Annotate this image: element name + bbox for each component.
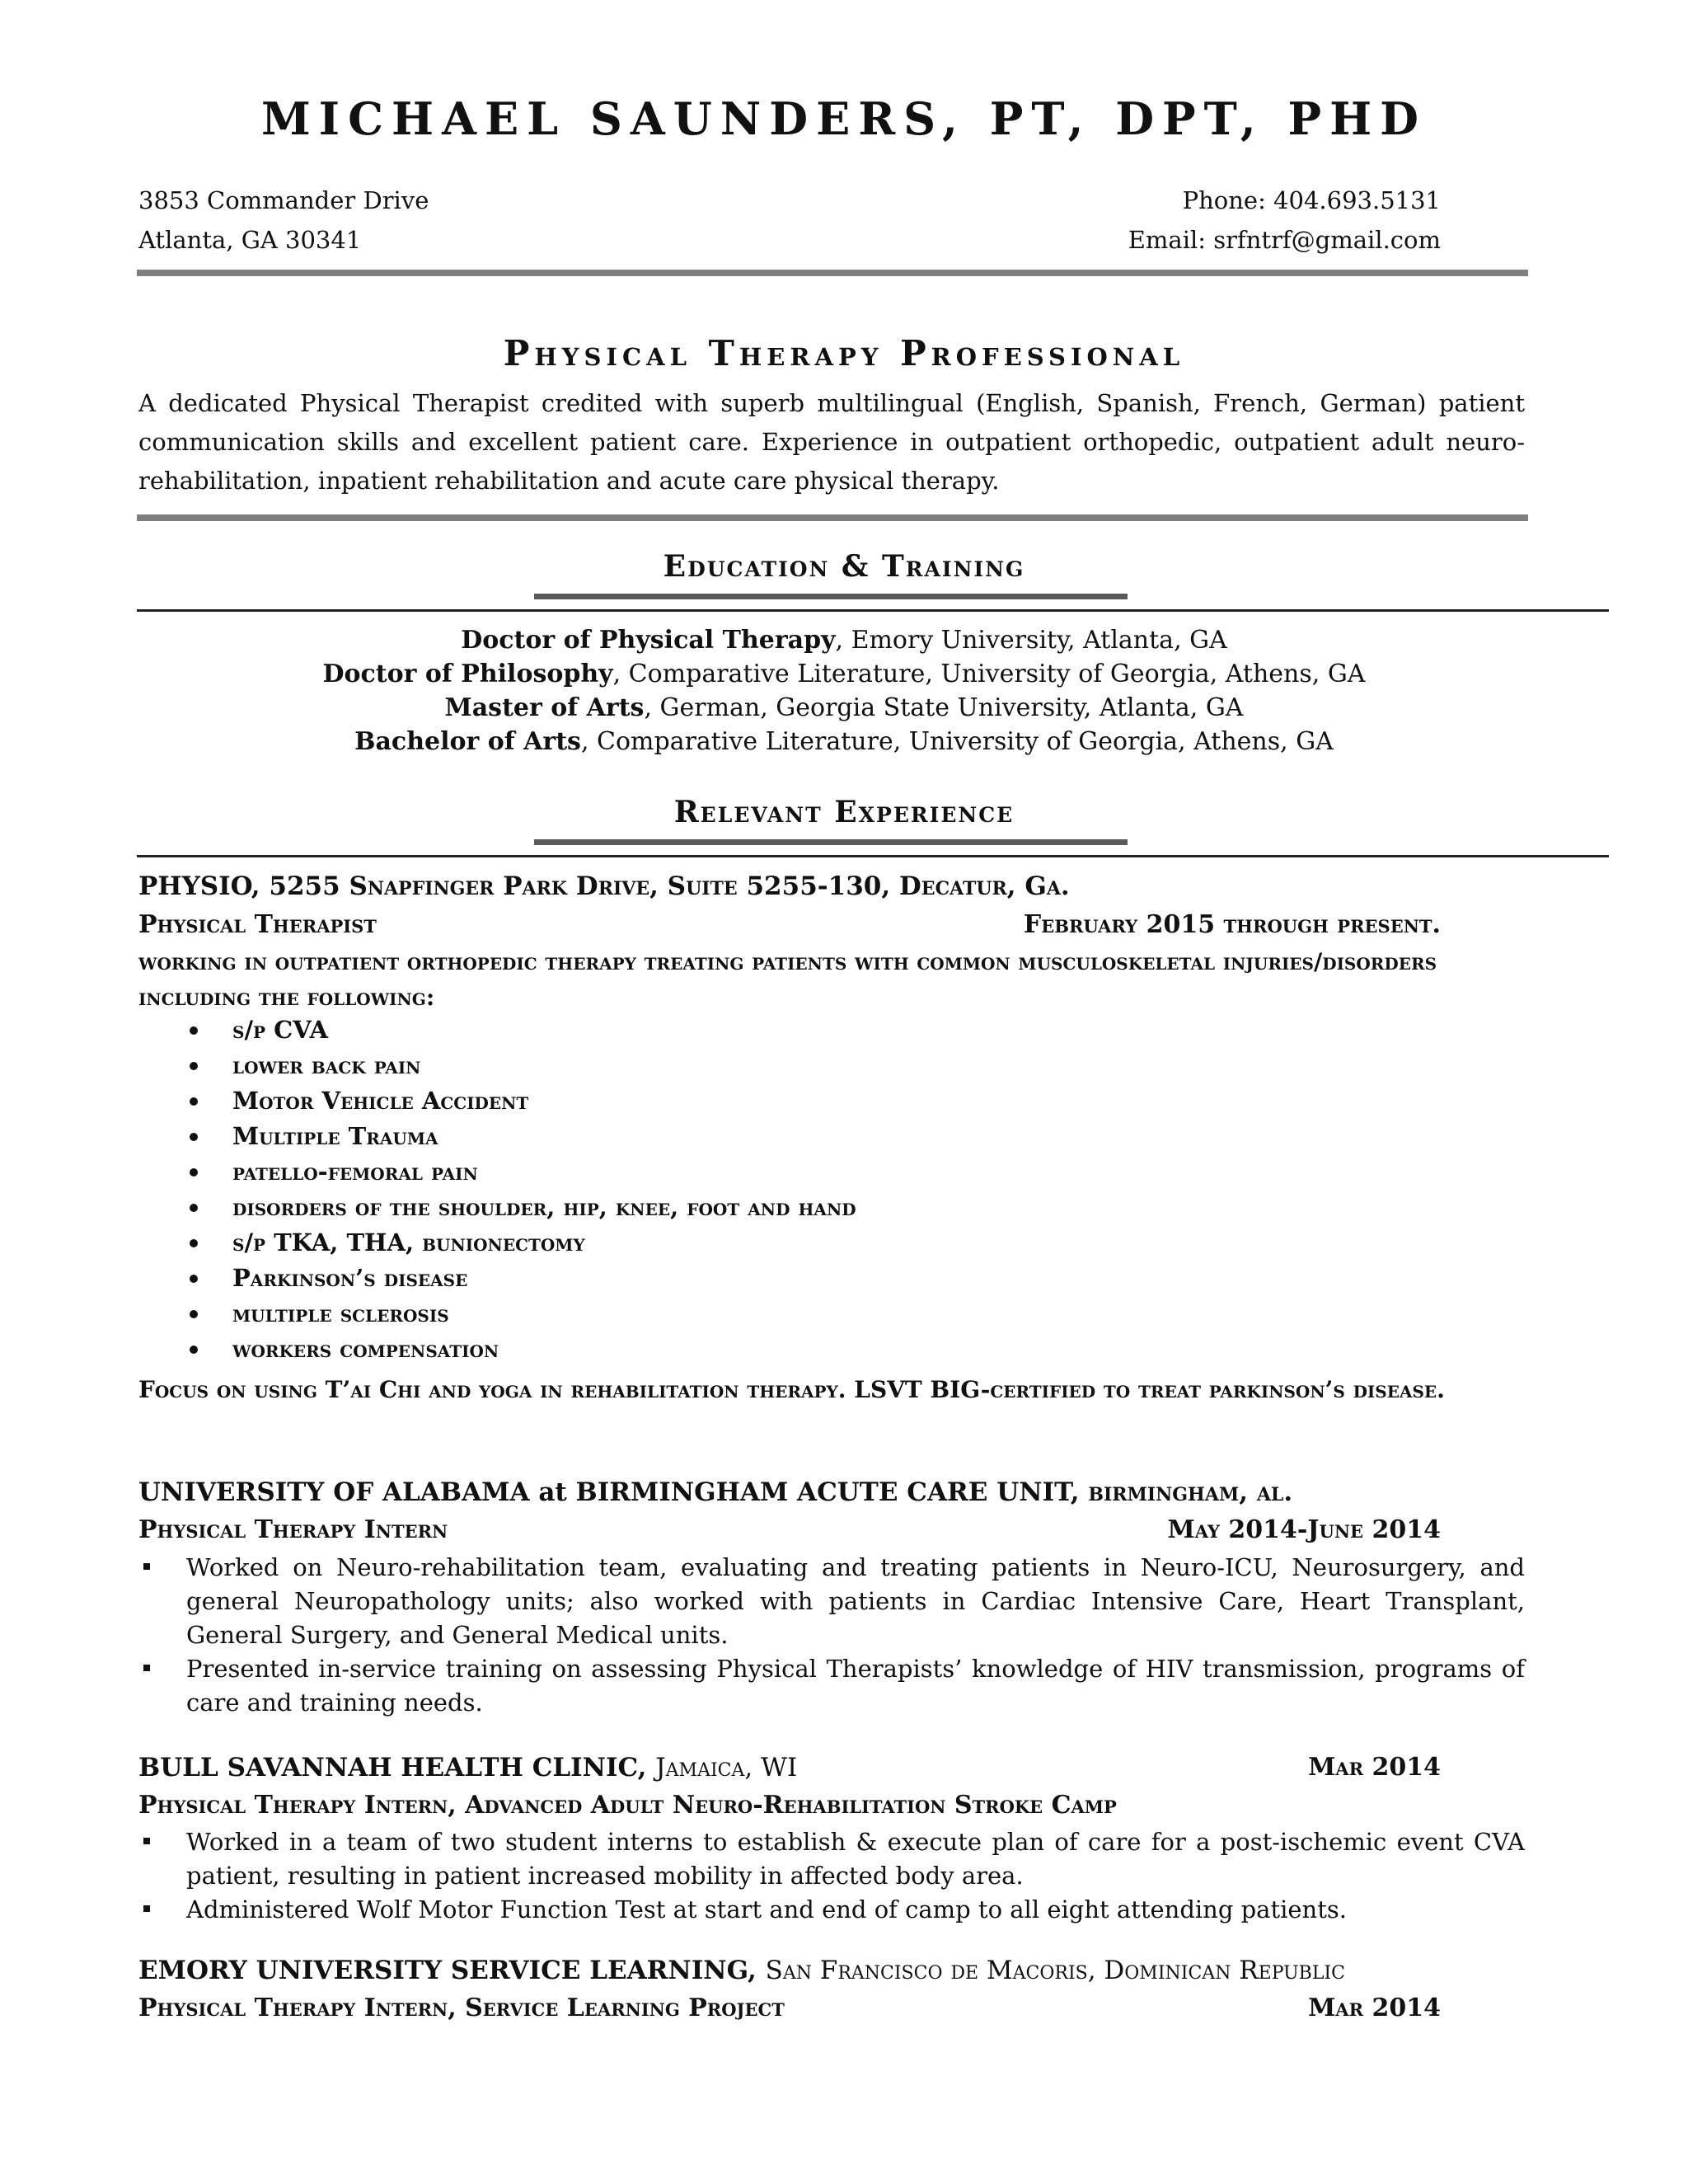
list-item: patello-femoral pain xyxy=(190,1154,856,1190)
education-item: Bachelor of Arts, Comparative Literature, University of Georgia, Athens, GA xyxy=(354,727,1334,756)
list-item: multiple sclerosis xyxy=(190,1296,856,1332)
job-dates: Mar 2014 xyxy=(1308,1753,1441,1782)
condition-list xyxy=(190,1012,856,1367)
job-focus: Focus on using T’ai Chi and yoga in rehabilitation therapy. LSVT BIG-certified to treat parkinson’s disease. xyxy=(138,1376,1445,1403)
profile-title: Physical Therapy Professional xyxy=(503,333,1185,373)
list-item: lower back pain xyxy=(190,1048,856,1083)
job-dates: Mar 2014 xyxy=(1308,1994,1441,2022)
list-item: Worked on Neuro-rehabilitation team, evaluating and treating patients in Neuro-ICU, Neurosurgery, and general Neuropathology units; also worked with patients in Cardiac Intensive Care, Heart Transplant, General Surgery, and General Medical units. xyxy=(138,1551,1525,1652)
job-dates: February 2015 through present. xyxy=(1023,910,1441,939)
email: Email: srfntrf@gmail.com xyxy=(1128,226,1441,254)
list-item: Multiple Trauma xyxy=(190,1119,856,1154)
job-employer: BULL SAVANNAH HEALTH CLINIC, Jamaica, WI xyxy=(138,1753,798,1782)
list-item: disorders of the shoulder, hip, knee, foot and hand xyxy=(190,1190,856,1225)
education-item: Doctor of Physical Therapy, Emory University, Atlanta, GA xyxy=(461,626,1227,655)
list-item: Parkinson’s disease xyxy=(190,1261,856,1296)
profile-summary: A dedicated Physical Therapist credited with superb multilingual (English, Spanish, French, German) patient communication skills and excellent patient care. Experience in outpatient orthopedic, outpatient adult neuro-rehabilitation, inpatient rehabilitation and acute care physical therapy. xyxy=(138,389,1525,495)
resume-name: MICHAEL SAUNDERS, PT, DPT, PHD xyxy=(261,92,1427,145)
list-item: workers compensation xyxy=(190,1332,856,1367)
address-line-1: 3853 Commander Drive xyxy=(138,186,429,214)
education-item: Doctor of Philosophy, Comparative Literature, University of Georgia, Athens, GA xyxy=(322,660,1366,688)
job-intro: working in outpatient orthopedic therapy treating patients with common musculoskeletal injuries/disorders including the following: xyxy=(138,948,1437,1011)
experience-title: Relevant Experience xyxy=(673,795,1015,829)
job-bullets xyxy=(138,1551,1525,1720)
list-item: Motor Vehicle Accident xyxy=(190,1083,856,1119)
address-line-2: Atlanta, GA 30341 xyxy=(138,226,362,254)
education-divider xyxy=(137,609,1609,612)
list-item: Presented in-service training on assessing Physical Therapists’ knowledge of HIV transmission, programs of care and training needs. xyxy=(138,1652,1525,1720)
job-role: Physical Therapist xyxy=(138,910,377,939)
list-item: s/p CVA xyxy=(190,1012,856,1048)
job-bullets xyxy=(138,1825,1525,1927)
job-role: Physical Therapy Intern xyxy=(138,1515,448,1544)
education-item: Master of Arts, German, Georgia State University, Atlanta, GA xyxy=(444,693,1244,722)
list-item: s/p TKA, THA, bunionectomy xyxy=(190,1225,856,1261)
list-item: Worked in a team of two student interns to establish & execute plan of care for a post-ischemic event CVA patient, resulting in patient increased mobility in affected body area. xyxy=(138,1825,1525,1893)
experience-title-underline xyxy=(534,839,1128,845)
header-divider xyxy=(137,270,1528,276)
phone: Phone: 404.693.5131 xyxy=(1182,186,1441,214)
job-dates: May 2014-June 2014 xyxy=(1167,1515,1441,1544)
job-employer: EMORY UNIVERSITY SERVICE LEARNING, San Francisco de Macoris, Dominican Republic xyxy=(138,1956,1345,1985)
education-title-underline xyxy=(534,594,1128,599)
job-employer: PHYSIO, 5255 Snapfinger Park Drive, Suite 5255-130, Decatur, Ga. xyxy=(138,871,1070,901)
job-employer: UNIVERSITY OF ALABAMA at BIRMINGHAM ACUTE CARE UNIT, birmingham, al. xyxy=(138,1477,1293,1507)
job-role: Physical Therapy Intern, Advanced Adult Neuro-Rehabilitation Stroke Camp xyxy=(138,1791,1117,1820)
job-role: Physical Therapy Intern, Service Learning Project xyxy=(138,1994,785,2022)
profile-divider xyxy=(137,514,1528,521)
experience-divider xyxy=(137,855,1609,857)
education-title: Education & Training xyxy=(663,549,1025,584)
list-item: Administered Wolf Motor Function Test at start and end of camp to all eight attending patients. xyxy=(138,1893,1525,1927)
